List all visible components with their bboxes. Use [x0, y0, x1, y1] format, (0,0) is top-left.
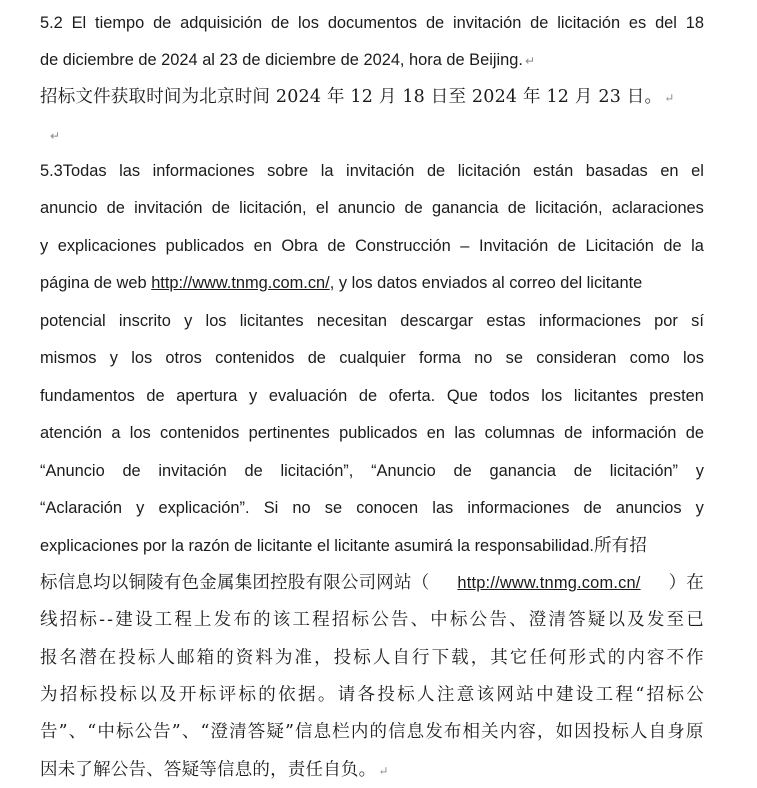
word: no: [292, 499, 311, 517]
character: 标: [238, 685, 257, 705]
character: 答: [568, 610, 586, 630]
word: de: [244, 462, 263, 480]
word: licitación”: [609, 462, 679, 480]
word: “Aclaración: [40, 499, 122, 517]
character: 疑: [266, 722, 285, 742]
character: 招: [331, 610, 350, 630]
character: 上: [194, 610, 212, 630]
character: 据: [297, 685, 316, 705]
character: 线: [40, 610, 58, 630]
word: de: [583, 499, 602, 517]
word: y: [136, 499, 145, 517]
word: informaciones: [152, 162, 255, 180]
word: licitantes: [239, 312, 304, 330]
character: 在: [98, 648, 117, 668]
word: los: [129, 424, 151, 442]
word: de: [146, 387, 165, 405]
word: de: [307, 349, 326, 367]
word: Si: [263, 499, 279, 517]
character: 意: [456, 685, 475, 705]
word: se: [324, 499, 343, 517]
character: 告: [390, 610, 409, 630]
word: publicados: [165, 237, 245, 255]
character: 准: [294, 648, 313, 668]
word: no: [474, 349, 493, 367]
character: 工: [292, 610, 311, 630]
paragraph-mark: ↵: [664, 90, 675, 105]
word: de: [685, 424, 704, 442]
character: 程: [615, 685, 634, 705]
word: –: [460, 237, 470, 255]
character: 内: [499, 722, 518, 742]
character: 关: [481, 722, 499, 742]
word: y: [249, 387, 258, 405]
word: licitación,: [239, 199, 307, 217]
word: de: [211, 199, 230, 217]
word: contenidos: [215, 349, 295, 367]
word: cualquier: [339, 349, 406, 367]
word: estas: [486, 312, 526, 330]
character: 疑: [587, 610, 606, 630]
character: 网: [496, 685, 515, 705]
character: 内: [350, 722, 369, 742]
character: 公: [134, 722, 153, 742]
character: 请: [337, 685, 356, 705]
character: 告: [153, 722, 171, 742]
character: 工: [154, 610, 173, 630]
word: el: [315, 199, 329, 217]
word: los: [205, 312, 227, 330]
character: 已: [686, 610, 704, 630]
word: basadas: [585, 162, 648, 180]
word: licitación,: [535, 199, 603, 217]
word: presten: [649, 387, 704, 405]
word: anuncio: [337, 199, 396, 217]
paragraph-5-2-chinese: [40, 86, 704, 108]
word: fundamentos: [40, 387, 135, 405]
character: 标: [666, 685, 685, 705]
character: 招: [646, 685, 665, 705]
character: 各: [357, 685, 376, 705]
character: 、: [68, 722, 87, 742]
paragraph-5-2-line-2-text: de diciembre de 2024 al 23 de diciembre de 2024, hora de Beijing.: [40, 51, 523, 69]
character: 行: [411, 648, 430, 668]
word: explicación”.: [158, 499, 250, 517]
character: 的: [253, 610, 271, 630]
word: las: [454, 424, 476, 442]
word: otros: [165, 349, 202, 367]
empty-paragraph-mark: ↵: [50, 129, 61, 143]
character: 标: [351, 610, 370, 630]
word: Obra: [281, 237, 318, 255]
character: 人: [629, 722, 648, 742]
word: la: [691, 237, 704, 255]
word: de: [564, 424, 583, 442]
character: 程: [312, 610, 330, 630]
word: adquisición: [180, 14, 263, 32]
paragraph-5-3-line-5: [40, 310, 704, 332]
character: 标: [397, 685, 415, 705]
character: 的: [216, 648, 234, 668]
character: 澄: [528, 610, 547, 630]
word: Licitación: [585, 237, 654, 255]
character: 清: [229, 722, 247, 742]
paragraph-5-3-line-7: [40, 385, 704, 407]
word: de: [122, 462, 141, 480]
character: 告: [489, 610, 508, 630]
character: 栏: [332, 722, 350, 742]
word: anuncio: [40, 199, 98, 217]
word: licitantes: [573, 387, 638, 405]
character: 容: [646, 648, 665, 668]
word: como: [629, 349, 670, 367]
character: 标: [353, 648, 371, 668]
word: de: [327, 237, 346, 255]
paragraph-5-3-line-11-chinese: 所有招: [593, 536, 648, 556]
chinese-line-6-text: 因未了解公告、答疑等信息的，责任自负。: [40, 760, 377, 780]
word: los: [541, 387, 563, 405]
word: de: [358, 387, 378, 405]
character: 以: [139, 685, 157, 705]
word: potencial: [40, 312, 106, 330]
character: 何: [549, 648, 567, 668]
word: “Anuncio: [371, 462, 436, 480]
character: 标: [137, 648, 156, 668]
character: 载: [451, 648, 469, 668]
character: 作: [686, 648, 704, 668]
word: invitación: [134, 199, 203, 217]
character: 标: [198, 685, 217, 705]
character: 标: [449, 610, 468, 630]
character: 公: [371, 610, 389, 630]
character: 。: [317, 685, 336, 705]
character: “: [635, 685, 645, 705]
character: 标: [79, 685, 98, 705]
character: 投: [118, 648, 137, 668]
word: de: [153, 14, 172, 32]
word: de: [270, 14, 290, 32]
character: 式: [588, 648, 606, 668]
character: 该: [272, 610, 291, 630]
character: 、: [410, 610, 429, 630]
character: 设: [575, 685, 594, 705]
character: 建: [555, 685, 574, 705]
character: ，: [536, 722, 555, 742]
word: es: [628, 14, 647, 32]
character: 发: [646, 610, 665, 630]
character: 不: [666, 648, 685, 668]
character: 公: [686, 685, 704, 705]
character: 潜: [79, 648, 97, 668]
word: informaciones: [467, 499, 570, 517]
word: de: [573, 462, 592, 480]
character: 资: [235, 648, 254, 668]
word: de: [507, 199, 526, 217]
word: “Anuncio: [40, 462, 105, 480]
chinese-line-2: [40, 609, 704, 631]
word: invitación: [158, 462, 227, 480]
word: de: [404, 199, 423, 217]
character: 的: [369, 722, 388, 742]
word: forma: [418, 349, 461, 367]
word: de: [453, 462, 472, 480]
word: Construcción: [355, 237, 451, 255]
word: en: [253, 237, 272, 255]
character: 标: [79, 610, 98, 630]
word: y: [695, 499, 704, 517]
word: y: [109, 349, 118, 367]
character: 招: [59, 685, 78, 705]
word: 5.2: [40, 14, 63, 32]
character: 发: [425, 722, 443, 742]
word: documentos: [327, 14, 418, 32]
character: 中: [430, 610, 448, 630]
character: 标: [119, 685, 138, 705]
character: 因: [574, 722, 592, 742]
character: 依: [278, 685, 296, 705]
word: inscrito: [118, 312, 171, 330]
character: 答: [247, 722, 266, 742]
word: conocen: [356, 499, 419, 517]
character: 中: [536, 685, 554, 705]
character: 人: [372, 648, 391, 668]
character: 容: [518, 722, 537, 742]
word: información: [591, 424, 677, 442]
word: licitación”,: [280, 462, 354, 480]
paragraph-5-3-line-11: [40, 535, 704, 557]
word: por: [654, 312, 678, 330]
word: Que: [446, 387, 478, 405]
chinese-line-4: [40, 684, 704, 706]
word: invitación: [453, 14, 522, 32]
character: 它: [509, 648, 528, 668]
character: 任: [529, 648, 548, 668]
character: 布: [443, 722, 462, 742]
character: 招: [59, 610, 78, 630]
character: 布: [233, 610, 252, 630]
character: 投: [333, 648, 352, 668]
word: los: [683, 349, 704, 367]
character: -: [99, 610, 106, 630]
character: ”: [284, 722, 295, 742]
paragraph-5-3-line-2: [40, 197, 704, 219]
word: en: [426, 424, 446, 442]
character: “: [200, 722, 210, 742]
character: 清: [548, 610, 567, 630]
paragraph-5-2-line-2: [40, 49, 704, 71]
word: atención: [40, 424, 102, 442]
word: licitación: [557, 14, 621, 32]
word: el: [691, 162, 704, 180]
word: Invitación: [478, 237, 549, 255]
word: contenidos: [160, 424, 240, 442]
word: las: [432, 499, 454, 517]
word: de: [557, 237, 576, 255]
word: se: [505, 349, 523, 367]
character: 发: [213, 610, 232, 630]
word: necesitan: [316, 312, 387, 330]
word: ganancia: [431, 199, 499, 217]
paragraph-5-2-chinese-text: 招标文件获取时间为北京时间 2024 年 12 月 18 日至 2024 年 12 月 23 日。: [40, 87, 663, 107]
chinese-line-1-post: ）在: [668, 573, 704, 593]
word: descargar: [400, 312, 474, 330]
character: 邮: [177, 648, 195, 668]
character: ，: [470, 648, 489, 668]
paragraph-5-3-line-4-post: , y los datos enviados al correo del licitante: [329, 274, 643, 292]
character: 如: [555, 722, 574, 742]
character: 名: [59, 648, 78, 668]
word: y: [695, 462, 704, 480]
word: los: [131, 349, 153, 367]
chinese-line-3: [40, 647, 704, 669]
word: informaciones: [538, 312, 641, 330]
word: a: [111, 424, 121, 442]
character: 以: [607, 610, 626, 630]
word: de: [426, 162, 446, 180]
word: mismos: [40, 349, 97, 367]
word: de: [663, 237, 682, 255]
character: 标: [115, 722, 134, 742]
word: están: [533, 162, 574, 180]
chinese-line-5: [40, 721, 704, 743]
character: 身: [667, 722, 685, 742]
word: publicados: [339, 424, 418, 442]
word: 5.3Todas: [40, 162, 107, 180]
character: 为: [40, 685, 58, 705]
word: del: [655, 14, 677, 32]
character: 箱: [196, 648, 215, 668]
paragraph-5-3-line-4: [40, 272, 704, 294]
character: ，: [314, 648, 332, 668]
character: 中: [97, 722, 116, 742]
paragraph-mark: ↵: [524, 53, 536, 68]
word: y: [184, 312, 193, 330]
character: 息: [406, 722, 425, 742]
character: 的: [258, 685, 276, 705]
character: 自: [648, 722, 667, 742]
character: 评: [218, 685, 237, 705]
character: 告: [40, 722, 58, 742]
word: de: [530, 14, 549, 32]
character: ”: [58, 722, 68, 742]
character: 站: [516, 685, 534, 705]
character: 自: [392, 648, 411, 668]
character: 及: [627, 610, 645, 630]
character: 设: [134, 610, 153, 630]
word: invitación: [346, 162, 415, 180]
character: 、: [181, 722, 200, 742]
word: de: [425, 14, 445, 32]
character: 建: [115, 610, 133, 630]
word: tiempo: [95, 14, 145, 32]
paragraph-5-3-line-1: [40, 160, 704, 182]
character: 投: [99, 685, 118, 705]
paragraph-5-3-line-9: [40, 460, 704, 482]
character: 公: [469, 610, 488, 630]
word: evaluación: [268, 387, 348, 405]
website-link-chinese[interactable]: http://www.tnmg.com.cn/: [457, 574, 641, 592]
word: consideran: [536, 349, 617, 367]
character: -: [107, 610, 114, 630]
word: El: [71, 14, 87, 32]
paragraph-5-3-line-4-pre: página de web: [40, 274, 152, 292]
character: 为: [274, 648, 293, 668]
paragraph-5-3-line-3: [40, 235, 704, 257]
word: la: [320, 162, 334, 180]
character: ”: [171, 722, 181, 742]
word: y: [40, 237, 49, 255]
character: 澄: [210, 722, 229, 742]
word: 18: [685, 14, 704, 32]
character: 开: [178, 685, 197, 705]
word: columnas: [484, 424, 555, 442]
word: oferta.: [388, 387, 436, 405]
character: 信: [295, 722, 313, 742]
word: anuncios: [615, 499, 682, 517]
paragraph-5-3-line-6: [40, 347, 704, 369]
character: 相: [462, 722, 481, 742]
character: 标: [611, 722, 630, 742]
chinese-line-1: [40, 572, 704, 594]
character: 报: [40, 648, 58, 668]
character: 投: [377, 685, 396, 705]
character: 信: [388, 722, 406, 742]
character: 息: [313, 722, 332, 742]
character: 至: [666, 610, 685, 630]
word: explicaciones: [57, 237, 157, 255]
paragraph-5-3-line-11-spanish: explicaciones por la razón de licitante el licitante asumirá la responsabilidad.: [40, 537, 594, 555]
word: todos: [489, 387, 530, 405]
chinese-line-1-pre: 标信息均以铜陵有色金属集团控股有限公司网站（: [40, 573, 430, 593]
word: sobre: [267, 162, 309, 180]
character: 内: [627, 648, 646, 668]
character: 形: [568, 648, 587, 668]
character: 人: [417, 685, 435, 705]
character: 其: [490, 648, 508, 668]
character: 下: [431, 648, 450, 668]
paragraph-5-3-line-10: [40, 497, 704, 519]
website-link[interactable]: http://www.tnmg.com.cn/: [151, 274, 330, 292]
paragraph-5-3-line-8: [40, 422, 704, 444]
character: 及: [159, 685, 177, 705]
paragraph-5-2-line-1: [40, 12, 704, 34]
character: 工: [595, 685, 614, 705]
character: 料: [255, 648, 274, 668]
word: de: [106, 199, 125, 217]
character: 程: [174, 610, 193, 630]
word: sí: [691, 312, 704, 330]
paragraph-mark: ↵: [378, 763, 389, 778]
character: 投: [592, 722, 611, 742]
character: 、: [509, 610, 527, 630]
word: pertinentes: [248, 424, 330, 442]
word: aclaraciones: [611, 199, 704, 217]
character: 原: [685, 722, 704, 742]
word: apertura: [176, 387, 238, 405]
character: 的: [607, 648, 626, 668]
word: en: [660, 162, 679, 180]
word: ganancia: [489, 462, 556, 480]
word: las: [119, 162, 141, 180]
character: “: [87, 722, 97, 742]
word: los: [298, 14, 319, 32]
character: 人: [157, 648, 176, 668]
character: 该: [476, 685, 495, 705]
chinese-line-6: [40, 759, 704, 781]
word: licitación: [457, 162, 521, 180]
character: 注: [436, 685, 455, 705]
